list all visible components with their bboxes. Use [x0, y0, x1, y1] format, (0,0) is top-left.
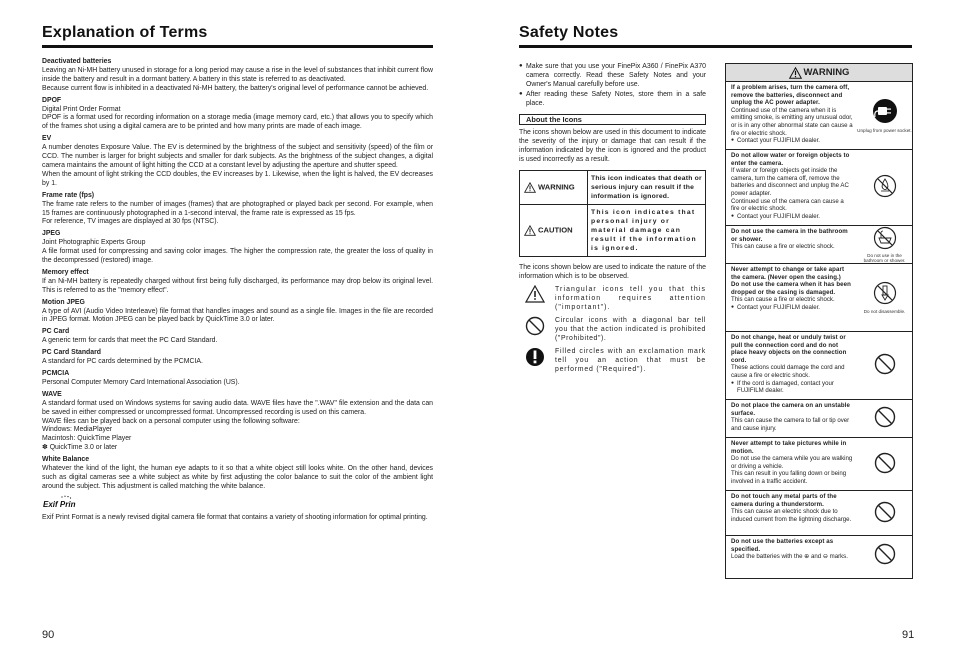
legend-label: CAUTION	[538, 225, 573, 235]
no-water-icon	[873, 174, 897, 201]
exif-print-text: Exif Print Format is a newly revised digital camera file format that contains a variety of shooting information for optimal printing.	[42, 513, 428, 521]
warning-row-bullet: ● If the cord is damaged, contact your FUJIFILM dealer.	[731, 380, 853, 395]
icon-legend-table	[519, 170, 706, 257]
glossary-term	[42, 192, 433, 228]
term-name: Deactivated batteries	[42, 58, 112, 65]
term-name: DPOF	[42, 96, 62, 104]
unplug-icon	[872, 98, 898, 127]
warning-row-text: Continued use of the camera when it is emitting smoke, is emitting any unusual odor, or is in any other abnormal state can cause a fire or electric shock.	[731, 106, 853, 137]
warning-row-bullet: ● Contact your FUJIFILM dealer.	[731, 137, 853, 145]
warning-row-text: These actions could damage the cord and cause a fire or electric shock.	[731, 364, 845, 379]
legend-row-warning	[520, 171, 706, 205]
prohibited-icon	[874, 353, 896, 378]
legend-text: This icon indicates that death or serious injury can result if the information is ignored.	[588, 171, 706, 205]
warning-row-heading: Do not use the batteries except as specified.	[731, 538, 834, 553]
legend-text: This icon indicates that personal injury or material damage can result if the information is ignored.	[588, 205, 706, 257]
warning-row-heading: Do not change, heat or unduly twist or pull the connection cord and do not place heavy objects on the connection cord.	[731, 334, 847, 364]
term-text: A standard for PC cards determined by the PCMCIA.	[42, 358, 203, 366]
term-name: Motion JPEG	[42, 298, 85, 306]
warning-row-heading: Do not place the camera on an unstable surface.	[731, 402, 850, 417]
icon-caption: Do not disassemble.	[863, 308, 906, 314]
prohibited-icon	[525, 316, 545, 336]
symbol-text: Circular icons with a diagonal bar tell you that the action indicated is prohibited ("Prohibited").	[555, 317, 706, 342]
no-bathroom-icon	[873, 226, 897, 253]
no-disassemble-icon	[873, 281, 897, 308]
term-text: The frame rate refers to the number of images (frames) that are photographed or played back per second. For example, when 15 frames are continuously photographed in a 1-second interval, the frame rate is expressed as 15 fps. For reference, TV images are displayed at 30 fps (NTSC).	[42, 200, 433, 226]
term-text: Whatever the kind of the light, the human eye adapts to it so that a white object still looks white. On the other hand, devices such as digital cameras see a white subject as white by first adjusting the color balance to suit the color of the ambient light around the subject. This adjustment is called matching the white balance.	[42, 465, 433, 490]
icon-caption: Unplug from power socket.	[857, 127, 912, 133]
warning-row-text: Load the batteries with the ⊕ and ⊖ marks.	[731, 553, 848, 561]
warning-row-bullet: ● Contact your FUJIFILM dealer.	[731, 304, 853, 312]
about-icons-intro: The icons shown below are used in this document to indicate the severity of the injury or damage that can result if the information indicated by the icon is ignored and the product is used incorrectly as a result.	[519, 129, 706, 163]
prohibited-icon	[874, 501, 896, 526]
glossary-term	[42, 391, 433, 453]
symbol-row	[519, 347, 706, 374]
safety-intro-column	[519, 62, 706, 374]
symbol-row	[519, 285, 706, 312]
intro-bullet: ● After reading these Safety Notes, store them in a safe place.	[519, 90, 706, 108]
term-text: A standard format used on Windows systems for saving audio data. WAVE files have the ".WAV" file extension and the data can be saved in either compressed or uncompressed format. Uncompressed recording is used on this camera. WAVE files can be played back on a personal computer using the following software: Windows: MediaPlayer Macintosh: QuickTime Player ✽ QuickTime 3.0 or later	[42, 399, 433, 452]
term-name: PC Card Standard	[42, 349, 101, 357]
glossary-term	[42, 328, 433, 346]
warning-row	[726, 150, 912, 226]
glossary	[42, 58, 433, 523]
right-page-number: 91	[902, 629, 915, 641]
glossary-term	[42, 370, 433, 388]
symbol-row	[519, 316, 706, 343]
nature-intro: The icons shown below are used to indicate the nature of the information which is to be observed.	[519, 264, 706, 280]
warning-row-bullet: ● Contact your FUJIFILM dealer.	[731, 213, 853, 221]
term-text: A generic term for cards that meet the PC Card Standard.	[42, 337, 218, 345]
term-name: PC Card	[42, 328, 70, 336]
term-text: Leaving an Ni-MH battery unused in storage for a long period may cause a rise in the level of substances that inhibit current flow inside the battery and result in a dormant battery. A battery in this state is referred to as deactivated. Because current flow is inhibited in a deactivated Ni-MH battery, the battery's original level of performance cannot be achieved.	[42, 66, 433, 92]
left-title-rule	[42, 45, 433, 48]
warning-row	[726, 400, 912, 438]
symbol-text: Triangular icons tell you that this information requires attention ("important").	[555, 286, 706, 311]
warning-box-heading-label: WARNING	[803, 66, 850, 78]
term-text: Personal Computer Memory Card International Association (US).	[42, 378, 240, 386]
glossary-term	[42, 135, 433, 188]
left-page-title: Explanation of Terms	[42, 24, 208, 41]
legend-row-caution	[520, 205, 706, 257]
glossary-term	[42, 269, 433, 296]
intro-bullet: ● Make sure that you use your FinePix A360 / FinePix A370 camera correctly. Read these Safety Notes and your Owner's Manual carefully before use.	[519, 62, 706, 89]
warning-row-heading: Never attempt to take pictures while in motion.	[731, 440, 847, 455]
warning-row-text: This can cause the camera to fall or tip over and cause injury.	[731, 417, 850, 432]
about-icons-heading: About the Icons	[519, 114, 706, 125]
warning-triangle-icon	[789, 67, 802, 79]
term-name: White Balance	[42, 456, 90, 464]
legend-label: WARNING	[538, 182, 575, 192]
left-page-number: 90	[42, 629, 55, 641]
caution-triangle-icon	[524, 225, 536, 236]
warning-row-text: This can cause a fire or electric shock.	[731, 296, 835, 304]
term-text: If an Ni-MH battery is repeatedly charged without first being fully discharged, its performance may drop below its original level. This is referred to as the "memory effect".	[42, 277, 433, 294]
glossary-term	[42, 299, 433, 326]
symbol-text: Filled circles with an exclamation mark tell you an action that must be performed ("Required").	[555, 348, 706, 373]
glossary-term	[42, 97, 433, 133]
warning-row-heading: If a problem arises, turn the camera off, remove the batteries, disconnect and unplug the AC power adapter.	[731, 84, 850, 107]
glossary-term	[42, 456, 433, 492]
prohibited-icon	[874, 406, 896, 431]
warning-row	[726, 264, 912, 332]
term-name: WAVE	[42, 390, 62, 398]
warning-row-heading: Never attempt to change or take apart the camera. (Never open the casing.) Do not use the camera when it has been dropped or the casing is damaged.	[731, 266, 851, 296]
triangle-icon	[525, 285, 545, 303]
term-name: EV	[42, 135, 52, 143]
term-text: Joint Photographic Experts Group A file format used for compressing and saving color images. The higher the compression rate, the greater the loss of quality in the decompressed (restored) image.	[42, 239, 433, 265]
warning-box	[725, 63, 913, 579]
term-text: A number denotes Exposure Value. The EV is determined by the brightness of the subject and sensitivity (speed) of the film or CCD. The number is larger for bright subjects and smaller for dark subjects. As the brightness of the subject changes, a digital camera maintains the amount of light hitting the CCD at a constant level by adjusting the aperture and shutter speed. When the amount of light striking the CCD doubles, the EV increases by 1. Likewise, when the light is halved, the EV decreases by 1.	[42, 144, 433, 187]
term-text: A type of AVI (Audio Video Interleave) file format that handles images and sound as a single file. Images in the file are recorded in JPEG format. Motion JPEG can be played back by QuickTime 3.0 or later.	[42, 307, 433, 324]
required-icon	[525, 347, 545, 367]
warning-row-heading: Do not touch any metal parts of the camera during a thunderstorm.	[731, 493, 837, 508]
svg-text:Exif Print: Exif Print	[43, 499, 76, 509]
warning-row	[726, 332, 912, 400]
term-name: PCMCIA	[42, 370, 70, 377]
warning-triangle-icon	[524, 182, 536, 193]
warning-row-text: This can cause a fire or electric shock.	[731, 243, 835, 251]
prohibited-icon	[874, 452, 896, 477]
glossary-term	[42, 349, 433, 367]
term-name: JPEG	[42, 230, 61, 238]
warning-row-text: This can cause an electric shock due to induced current from the lightning discharge.	[731, 508, 852, 523]
term-text: Digital Print Order Format DPOF is a format used for recording information on a storage media (image memory card, etc.) that allows you to specify which of the frames shot using a digital camera are to be printed and how many prints are made of each image.	[42, 105, 433, 131]
warning-row-heading: Do not allow water or foreign objects to enter the camera.	[731, 152, 850, 167]
warning-row-heading: Do not use the camera in the bathroom or shower.	[731, 228, 848, 243]
warning-row	[726, 536, 912, 575]
warning-row	[726, 226, 912, 264]
warning-row-text: Do not use the camera while you are walking or driving a vehicle. This can result in you falling down or being involved in a traffic accident.	[731, 455, 853, 485]
icon-caption: Do not use in the bathroom or shower.	[863, 253, 906, 264]
warning-row	[726, 491, 912, 536]
warning-row	[726, 82, 912, 150]
glossary-term	[42, 58, 433, 94]
term-name: Frame rate (fps)	[42, 191, 95, 199]
term-name: Memory effect	[42, 268, 89, 276]
warning-box-heading	[726, 64, 912, 82]
warning-row-text: If water or foreign objects get inside the camera, turn the camera off, remove the batteries and disconnect and unplug the AC power adapter. Continued use of the camera can cause a fire or electric shock.	[731, 167, 849, 213]
warning-rows	[726, 82, 912, 575]
right-title-rule	[519, 45, 912, 48]
prohibited-icon	[874, 543, 896, 568]
glossary-term	[42, 230, 433, 266]
warning-row	[726, 438, 912, 491]
right-page-title: Safety Notes	[519, 24, 619, 41]
exif-print-logo	[42, 495, 433, 513]
